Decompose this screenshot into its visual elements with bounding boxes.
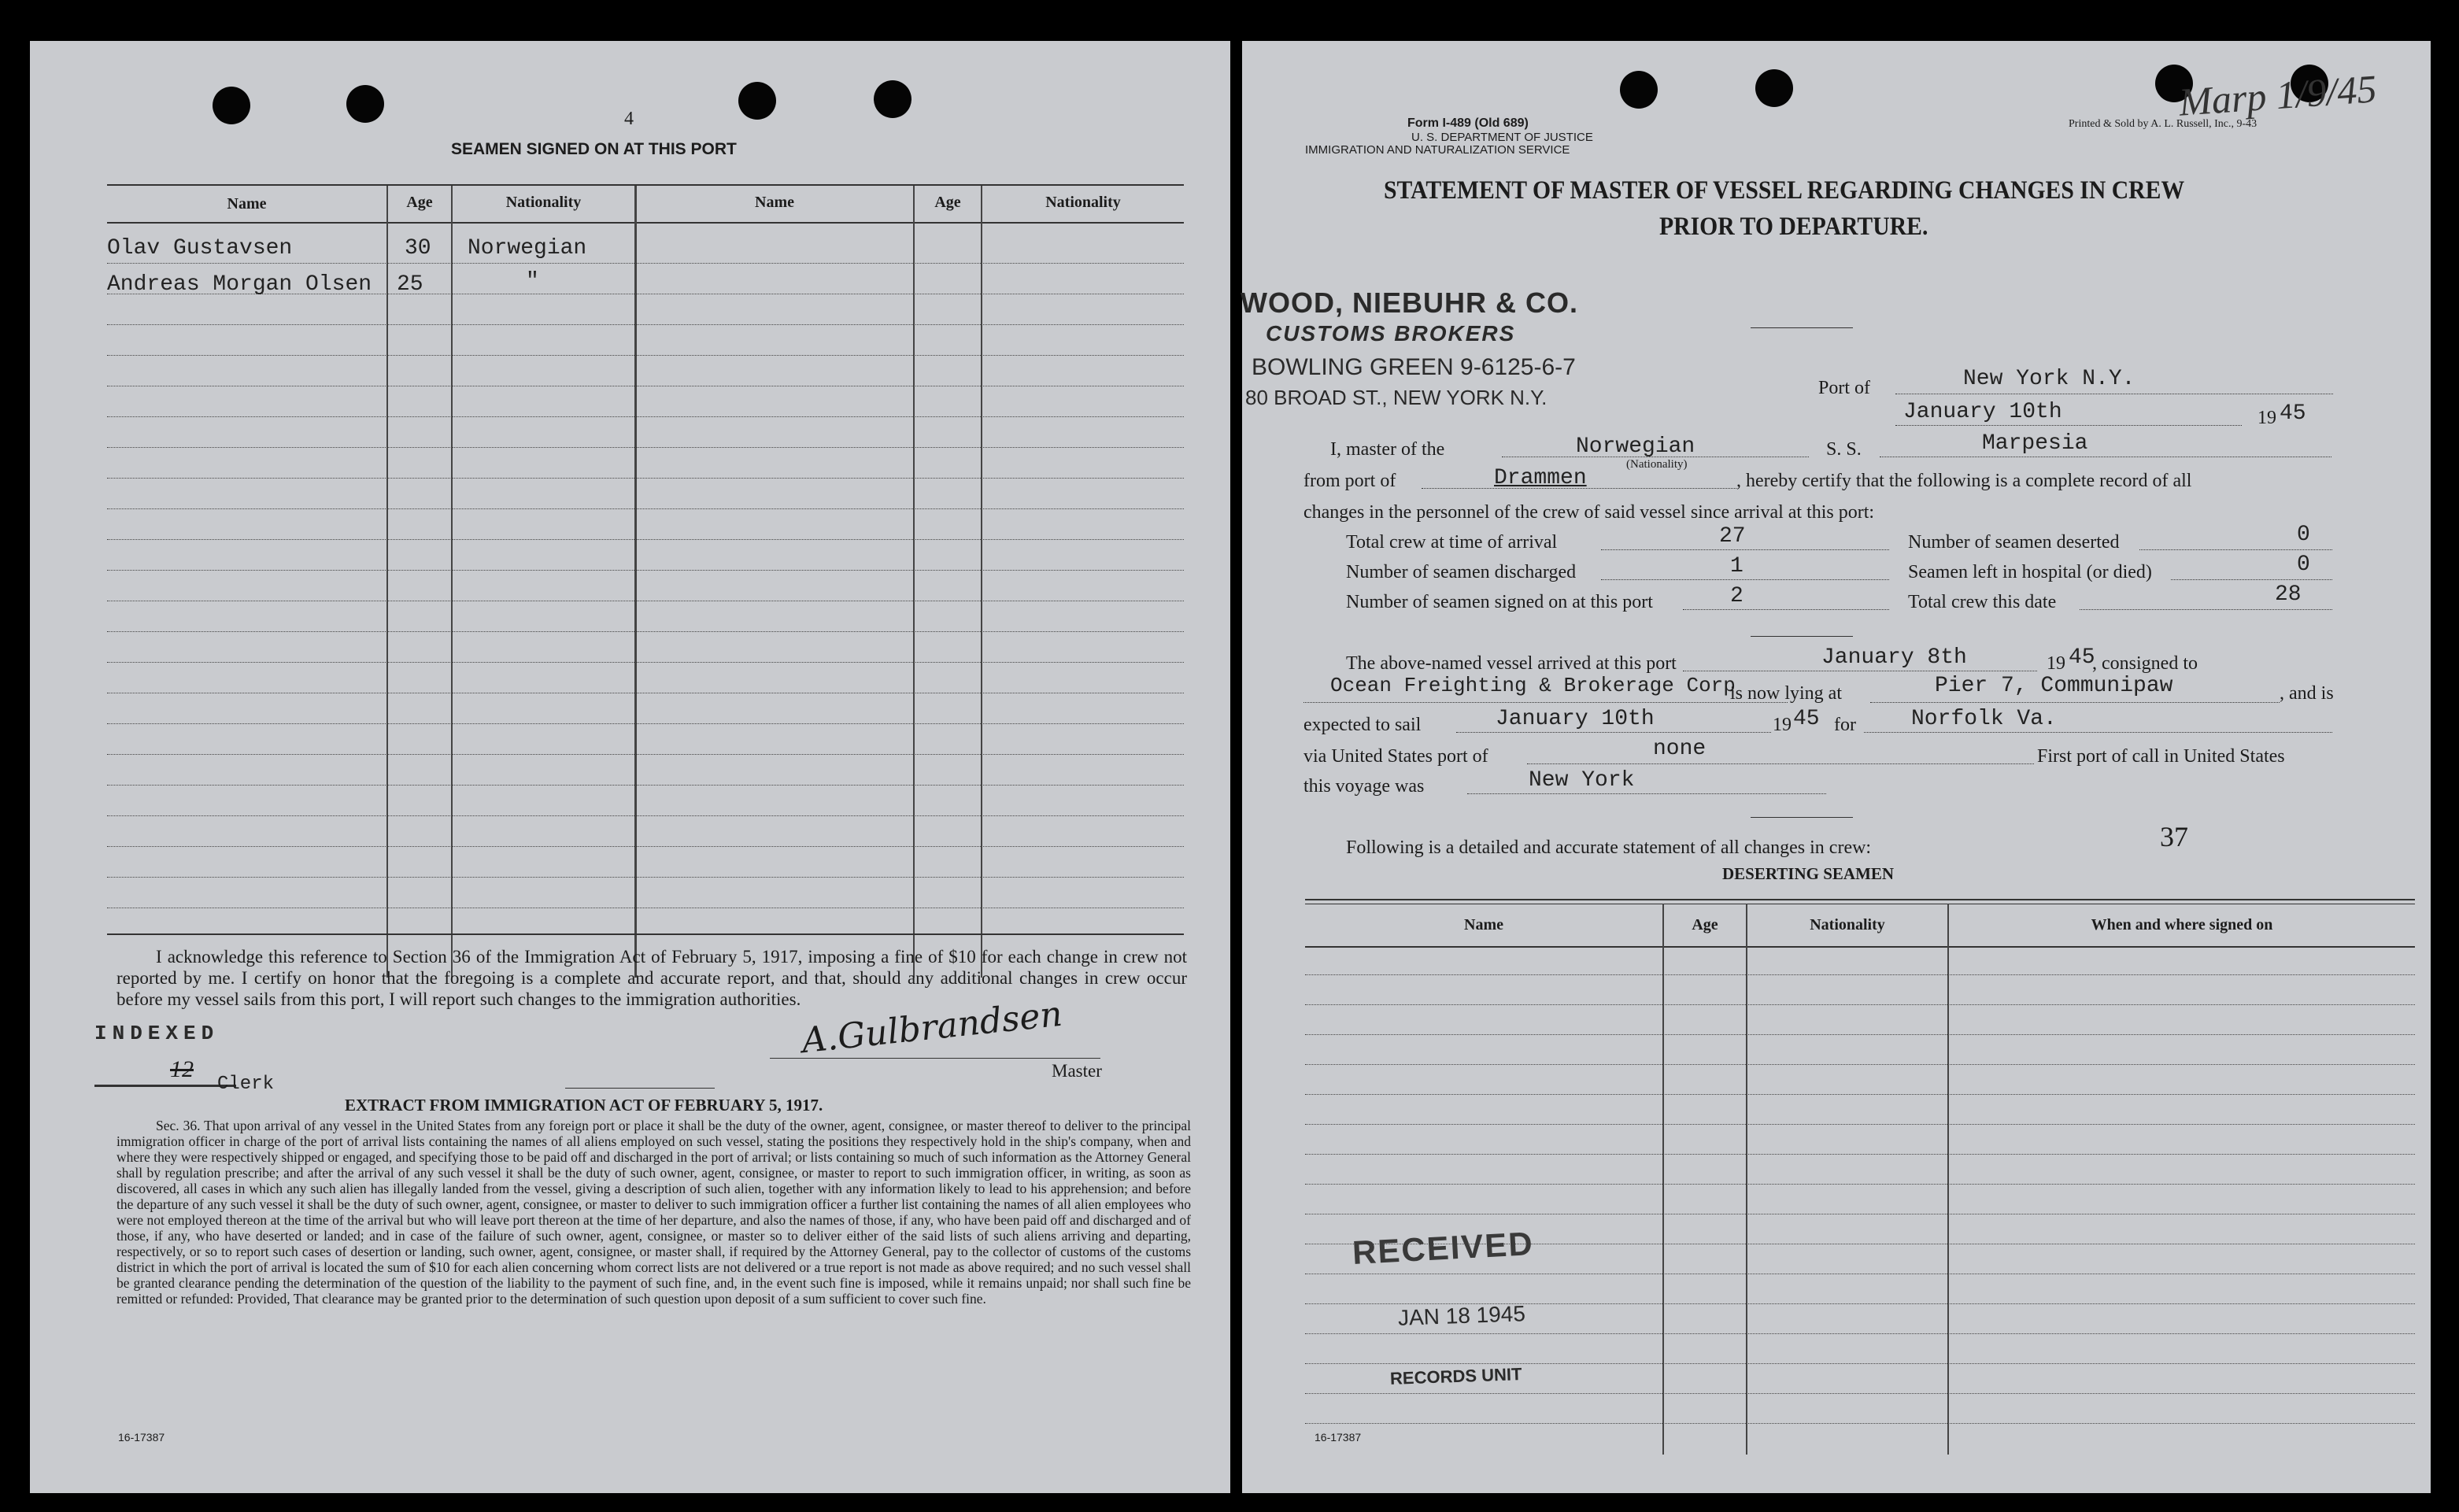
table-row-rule <box>1305 1363 2415 1364</box>
deserted-value: 0 <box>2297 523 2310 547</box>
table-row <box>107 272 372 297</box>
col-header-age-2: Age <box>934 194 961 211</box>
table-row-rule <box>107 539 1184 540</box>
signed-on-label: Number of seamen signed on at this port <box>1346 592 1653 612</box>
table-row-rule <box>1305 1004 2415 1005</box>
voyage-value: New York <box>1529 768 1635 793</box>
port-value: New York N.Y. <box>1963 367 2135 391</box>
discharged-value: 1 <box>1730 554 1743 579</box>
lying-label: is now lying at <box>1730 683 1842 704</box>
table-row-rule <box>107 662 1184 663</box>
and-is-label: , and is <box>2280 683 2334 704</box>
table-row <box>107 236 292 261</box>
arrived-year-suffix: 45 <box>2069 645 2095 670</box>
table-row-rule <box>107 416 1184 417</box>
left-page <box>30 41 1230 1493</box>
table-row-rule <box>1305 1034 2415 1035</box>
table-row-rule <box>107 754 1184 755</box>
total-at-arrival-label: Total crew at time of arrival <box>1346 532 1558 553</box>
section-title: SEAMEN SIGNED ON AT THIS PORT <box>451 140 737 158</box>
form-code: 16-17387 <box>1315 1431 1362 1444</box>
via-value: none <box>1653 737 1707 761</box>
expected-year-prefix: 19 <box>1773 715 1792 735</box>
nationality-value: Norwegian <box>1576 434 1695 459</box>
records-unit: RECORDS UNIT <box>1389 1364 1522 1388</box>
ss-value: Marpesia <box>1982 431 2088 456</box>
broker-stamp-address: 80 BROAD ST., NEW YORK N.Y. <box>1245 386 1548 409</box>
table-row-rule <box>107 355 1184 356</box>
col-header-name: Name <box>227 195 267 213</box>
table-row-rule <box>1305 1423 2415 1424</box>
punch-hole <box>738 82 776 120</box>
year-suffix: 45 <box>2280 401 2306 426</box>
table-row-rule <box>1305 1333 2415 1334</box>
col-header-nationality: Nationality <box>505 194 582 211</box>
department: U. S. DEPARTMENT OF JUSTICE <box>1411 131 1593 144</box>
col-header-nationality-2: Nationality <box>1045 194 1121 211</box>
page-subtitle: PRIOR TO DEPARTURE. <box>1659 213 1928 241</box>
first-port-label: First port of call in United States <box>2037 746 2285 767</box>
total-this-date-label: Total crew this date <box>1908 592 2057 612</box>
hospital-label: Seamen left in hospital (or died) <box>1908 562 2152 582</box>
year-prefix: 19 <box>2257 408 2276 428</box>
via-label: via United States port of <box>1303 746 1488 767</box>
table-row-rule <box>1305 974 2415 975</box>
table-row-rule <box>107 508 1184 509</box>
date-value: January 10th <box>1903 400 2062 424</box>
deserting-col-nationality: Nationality <box>1810 916 1885 933</box>
table-row-rule <box>107 631 1184 632</box>
voyage-label: this voyage was <box>1303 776 1425 797</box>
broker-stamp-name: WOOD, NIEBUHR & CO. <box>1241 287 1578 319</box>
table-header-rule <box>107 222 1184 224</box>
consignee-value: Ocean Freighting & Brokerage Corp <box>1330 674 1736 697</box>
from-port-label: from port of <box>1303 471 1396 491</box>
changes-count: 37 <box>2160 821 2188 852</box>
following-text: Following is a detailed and accurate statement of all changes in crew: <box>1346 837 1872 858</box>
acknowledgement-text: I acknowledge this reference to Section 36 of the Immigration Act of February 5, 1917, imposing a fine of $10 for each change in crew not reported by me. I certify on honor that the foregoing is a complete and accurate report, and that, should any additional changes in crew occur before my vessel sails from this port, I will report such changes to the immigration authorities. <box>116 947 1187 1009</box>
punch-hole <box>874 80 911 118</box>
indexed-stamp: INDEXED <box>94 1022 220 1045</box>
punch-hole <box>213 87 250 124</box>
clerk-label: Clerk <box>217 1074 275 1095</box>
seaman-name: Andreas Morgan Olsen <box>107 272 372 297</box>
seaman-name: Olav Gustavsen <box>107 236 293 261</box>
table-row-rule <box>107 877 1184 878</box>
form-code: 16-17387 <box>118 1431 165 1444</box>
page-title: STATEMENT OF MASTER OF VESSEL REGARDING CHANGES IN CREW <box>1384 176 2185 205</box>
col-header-age: Age <box>406 194 433 211</box>
seaman-age: 25 <box>397 272 423 297</box>
broker-stamp-role: CUSTOMS BROKERS <box>1266 321 1516 346</box>
expected-year-suffix: 45 <box>1793 707 1820 731</box>
handwritten-note: Marp 1/9/45 <box>2177 66 2379 124</box>
seaman-nationality: Norwegian <box>468 236 587 261</box>
deserting-col-name: Name <box>1464 916 1503 933</box>
seaman-nationality: " <box>526 269 539 294</box>
clerk-number: 12 <box>170 1056 194 1082</box>
expected-label: expected to sail <box>1303 715 1422 735</box>
page-number: 4 <box>624 109 634 129</box>
table-row-rule <box>1305 1393 2415 1394</box>
total-this-date-value: 28 <box>2275 582 2302 607</box>
deserting-col-signed-on: When and where signed on <box>2091 916 2273 933</box>
deserted-label: Number of seamen deserted <box>1908 532 2120 553</box>
lying-value: Pier 7, Communipaw <box>1935 674 2173 698</box>
right-page <box>1242 41 2431 1493</box>
deserting-title: DESERTING SEAMEN <box>1722 864 1895 883</box>
arrived-label: The above-named vessel arrived at this port <box>1346 653 1677 674</box>
consigned-label: , consigned to <box>2092 653 2198 674</box>
table-row-rule <box>107 324 1184 325</box>
extract-text: Sec. 36. That upon arrival of any vessel in the United States from any foreign port or place it shall be the duty of the owner, agent, consignee, or master thereof to deliver to the principal immigration officer in charge of the port of arrival lists containing the names of all aliens employed on such vessel, stating the positions they respectively hold in the ship's company, when and where they were respectively shipped or engaged, and specifying those to be paid off and discharged in the port of arrival; or lists containing so much of such information as the Attorney General shall by regulation prescribe; and after the arrival of any such vessel it shall be the duty of such owner, agent, consignee, or master to report to such immigration officer, in writing, as soon as discovered, all cases in which any such alien has illegally landed from the vessel, giving a description of such alien, together with any information likely to lead to his apprehension; and before the departure of any such vessel it shall be the duty of such owner, agent, consignee, or master to deliver to such immigration officer a further list containing the names of all alien employees who were not employed thereon at the time of the arrival but who will leave port thereon at the time of her departure, and also the names of those, if any, who have been paid off and discharged and of those, if any, who have deserted or landed; and in case of the failure of such owner, agent, consignee, or master so to deliver either of the said lists of such aliens arriving and departing, respectively, or so to report such cases of desertion or landing, such owner, agent, consignee, or master shall, if required by the Attorney General, pay to the collector of customs of the customs district in which the port of arrival is located the sum of $10 for each alien concerning whom correct lists are not delivered or a true report is not made as above required; and no such vessel shall be granted clearance pending the determination of the question of the liability to the payment of such fine, and, in the event such fine is imposed, while it remains unpaid; nor shall such fine be remitted or refunded: Provided, That clearance may be granted prior to the determination of such question upon deposit of a sum sufficient to cover such fine. <box>116 1118 1191 1307</box>
table-row-rule <box>107 846 1184 847</box>
table-row-rule <box>1305 1154 2415 1155</box>
ss-label: S. S. <box>1826 439 1862 460</box>
table-row-rule <box>107 815 1184 816</box>
table-row-rule <box>107 447 1184 448</box>
changes-text: changes in the personnel of the crew of said vessel since arrival at this port: <box>1303 502 1875 523</box>
table-row-rule <box>107 478 1184 479</box>
for-value: Norfolk Va. <box>1911 707 2057 731</box>
col-header-name-2: Name <box>755 194 794 211</box>
total-at-arrival-value: 27 <box>1719 524 1746 549</box>
discharged-label: Number of seamen discharged <box>1346 562 1577 582</box>
master-label: Master <box>1052 1061 1102 1081</box>
table-bottom-rule <box>107 933 1184 935</box>
form-number: Form I-489 (Old 689) <box>1407 116 1529 130</box>
certify-text: , hereby certify that the following is a complete record of all <box>1736 471 2192 491</box>
received-date: JAN 18 1945 <box>1397 1301 1526 1330</box>
punch-hole <box>1755 69 1793 107</box>
nationality-caption: (Nationality) <box>1626 458 1688 471</box>
from-port-value: Drammen <box>1494 466 1587 490</box>
table-row-rule <box>107 723 1184 724</box>
signed-on-value: 2 <box>1730 584 1743 608</box>
deserting-col-age: Age <box>1692 916 1718 933</box>
printer: Printed & Sold by A. L. Russell, Inc., 9-43 <box>2069 118 2257 130</box>
hospital-value: 0 <box>2297 553 2310 577</box>
for-label: for <box>1834 715 1856 735</box>
punch-hole <box>1620 71 1658 109</box>
table-row-rule <box>107 263 1184 264</box>
expected-value: January 10th <box>1496 707 1655 731</box>
master-of-label: I, master of the <box>1330 439 1445 460</box>
table-row-rule <box>107 785 1184 786</box>
port-label: Port of <box>1818 378 1870 398</box>
table-row-rule <box>107 570 1184 571</box>
table-top-rule <box>107 184 1184 186</box>
extract-title: EXTRACT FROM IMMIGRATION ACT OF FEBRUARY 5, 1917. <box>345 1096 823 1115</box>
table-row-rule <box>1305 1124 2415 1125</box>
broker-stamp-phone: BOWLING GREEN 9-6125-6-7 <box>1252 354 1576 380</box>
arrived-year-prefix: 19 <box>2047 653 2065 674</box>
seaman-age: 30 <box>405 236 431 261</box>
arrived-value: January 8th <box>1821 645 1967 670</box>
service: IMMIGRATION AND NATURALIZATION SERVICE <box>1305 143 1570 157</box>
received-stamp: RECEIVED <box>1351 1224 1535 1272</box>
punch-hole <box>346 85 384 123</box>
table-row-rule <box>1305 1094 2415 1095</box>
signature: A.Gulbrandsen <box>800 993 1064 1062</box>
table-row-rule <box>1305 1184 2415 1185</box>
table-row-rule <box>1305 1064 2415 1065</box>
